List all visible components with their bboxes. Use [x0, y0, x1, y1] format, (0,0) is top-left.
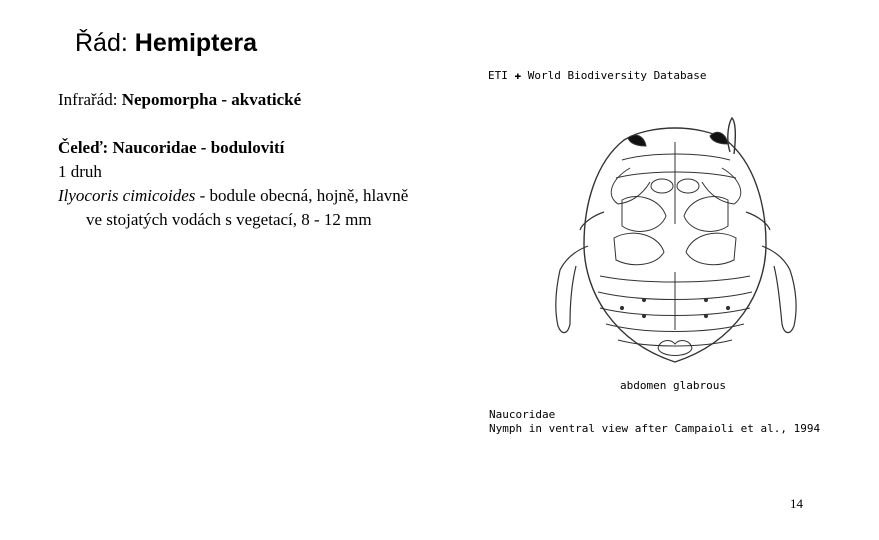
family-label: Čeleď: — [58, 138, 113, 157]
species-count: 1 druh — [58, 162, 102, 181]
credit-source: Nymph in ventral view after Campaioli et al., 1994 — [489, 422, 821, 435]
species-line — [58, 184, 488, 208]
image-credit-footer — [489, 408, 820, 436]
species-description-2: ve stojatých vodách s vegetací, 8 - 12 mm — [86, 210, 372, 229]
infraorder-value: Nepomorpha - akvatické — [121, 90, 302, 109]
spacer — [58, 112, 488, 136]
infraorder-line — [58, 88, 488, 112]
slide-title — [75, 26, 257, 60]
title-value: Hemiptera — [134, 29, 258, 57]
page-number: 14 — [790, 496, 803, 511]
family-value: Naucoridae - bodulovití — [112, 138, 285, 157]
image-credit-header: ETI ✚ World Biodiversity Database — [488, 69, 707, 82]
family-line — [58, 136, 488, 160]
infraorder-label: Infrařád: — [58, 90, 122, 109]
slide-body — [58, 88, 488, 232]
figure-caption: abdomen glabrous — [620, 379, 726, 392]
naucoridae-nymph-illustration — [540, 112, 810, 382]
credit-family: Naucoridae — [489, 408, 556, 421]
title-label: Řád: — [75, 29, 135, 57]
species-description-1: - bodule obecná, hojně, hlavně — [195, 186, 409, 205]
species-name: Ilyocoris cimicoides — [58, 186, 196, 205]
